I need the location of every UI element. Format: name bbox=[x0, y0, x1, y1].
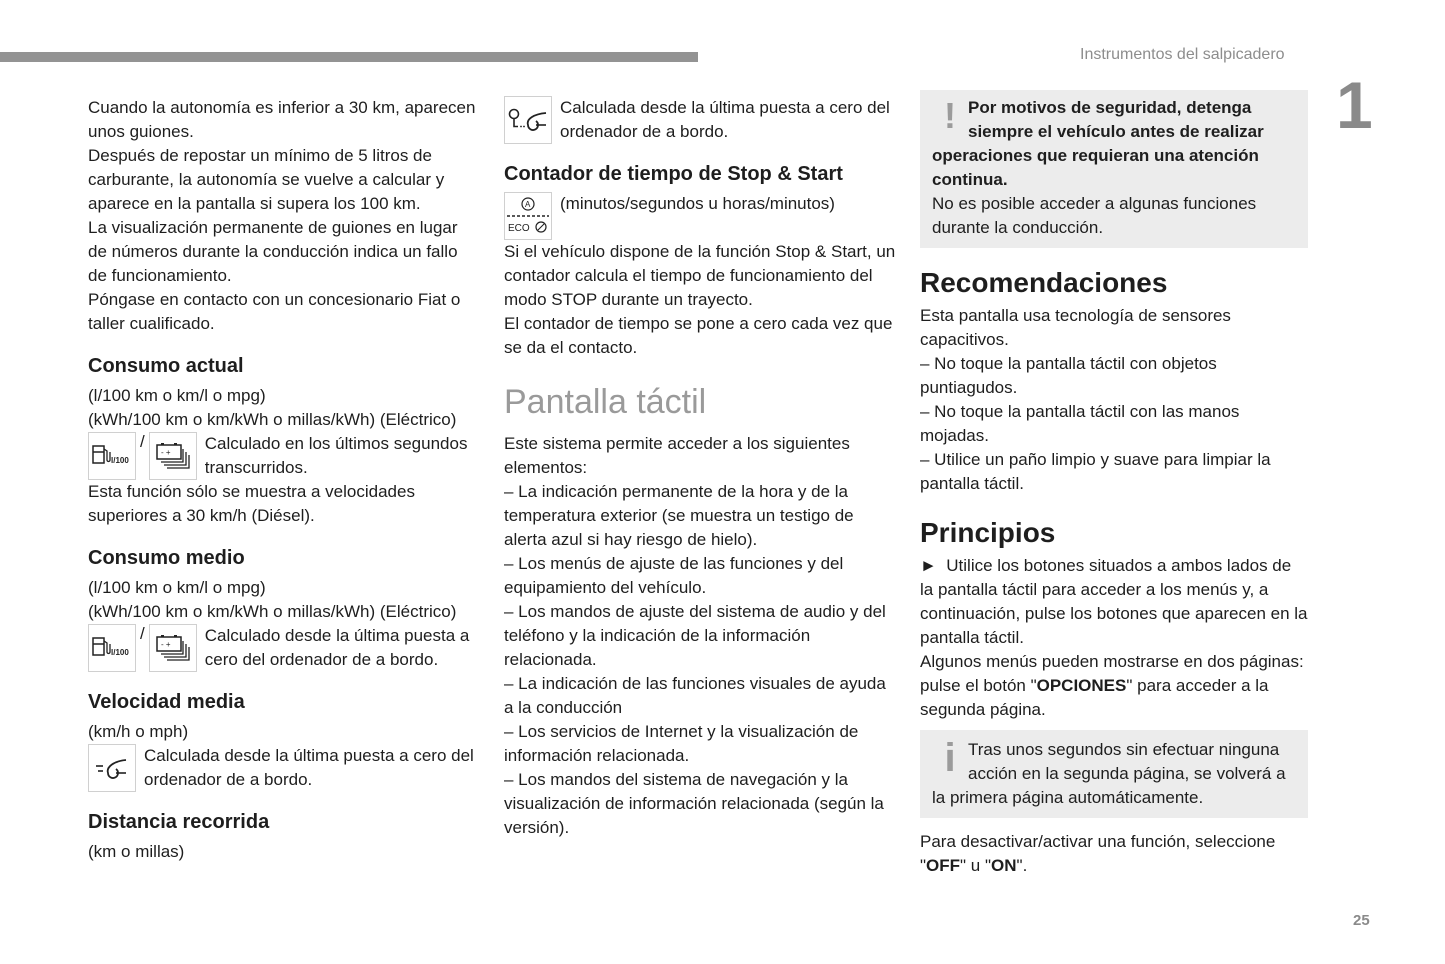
column-right bbox=[920, 90, 1308, 878]
on-label: ON bbox=[991, 856, 1017, 875]
svg-text:l/100: l/100 bbox=[111, 456, 129, 465]
column-middle bbox=[504, 96, 896, 840]
info-text: Tras unos segundos sin efectuar ninguna acción en la segunda página, se volverá a la primera página automáticamente. bbox=[932, 740, 1286, 807]
trip-distance-icon bbox=[504, 96, 552, 144]
icon-row bbox=[88, 624, 480, 672]
separator: / bbox=[140, 432, 145, 451]
icon-row bbox=[88, 432, 480, 480]
warning-icon: ! bbox=[944, 95, 956, 136]
paragraph bbox=[920, 554, 1308, 650]
units-text: (km o millas) bbox=[88, 842, 185, 861]
icon-row bbox=[504, 96, 896, 144]
list-item: – Utilice un paño limpio y suave para limpiar la pantalla táctil. bbox=[920, 450, 1271, 493]
text: ". bbox=[1016, 856, 1028, 875]
units-text: (minutos/segundos u horas/minutos) bbox=[560, 194, 835, 213]
warning-box bbox=[920, 90, 1308, 248]
stop-start-eco-icon bbox=[504, 192, 552, 240]
heading-stop-start: Contador de tiempo de Stop & Start bbox=[504, 163, 843, 185]
paragraph: Esta función sólo se muestra a velocidades superiores a 30 km/h (Diésel). bbox=[88, 482, 415, 525]
heading-pantalla-tactil: Pantalla táctil bbox=[504, 383, 707, 421]
icon-description: Calculada desde la última puesta a cero del ordenador de a bordo. bbox=[144, 746, 474, 789]
list-item: – Los menús de ajuste de las funciones y del equipamiento del vehículo. bbox=[504, 554, 844, 597]
svg-text:l/100: l/100 bbox=[111, 648, 129, 657]
text: Algunos menús pueden mostrarse en dos páginas: pulse el botón " bbox=[920, 652, 1304, 695]
icon-description: Calculado en los últimos segundos transcurridos. bbox=[204, 434, 468, 477]
separator: / bbox=[140, 624, 145, 643]
list-item: – La indicación permanente de la hora y de la temperatura exterior (se muestra un testigo de alerta azul si hay riesgo de hielo). bbox=[504, 482, 854, 549]
paragraph: La visualización permanente de guiones en lugar de números durante la conducción indica un fallo de funcionamiento. bbox=[88, 218, 458, 285]
heading-consumo-actual: Consumo actual bbox=[88, 355, 244, 377]
list-item: – La indicación de las funciones visuales de ayuda a la conducción bbox=[504, 674, 886, 717]
warning-subtext: No es posible acceder a algunas funciones durante la conducción. bbox=[932, 194, 1257, 237]
units-text: (l/100 km o km/l o mpg) bbox=[88, 578, 266, 597]
fuel-pump-icon bbox=[88, 432, 136, 480]
units-text: (km/h o mph) bbox=[88, 722, 189, 741]
units-text: (kWh/100 km o km/kWh o millas/kWh) (Eléctrico) bbox=[88, 410, 457, 429]
bullet-arrow-icon: ► bbox=[920, 556, 937, 575]
icon-description: Calculado desde la última puesta a cero del ordenador de a bordo. bbox=[204, 626, 470, 669]
step-text: Utilice los botones situados a ambos lados de la pantalla táctil para acceder a los menús y, a continuación, pulse los botones que aparecen en la pantalla táctil. bbox=[920, 556, 1308, 647]
svg-text:ECO: ECO bbox=[508, 223, 530, 234]
paragraph: El contador de tiempo se pone a cero cada vez que se da el contacto. bbox=[504, 314, 893, 357]
heading-recomendaciones: Recomendaciones bbox=[920, 267, 1168, 298]
column-left bbox=[88, 96, 480, 864]
text: " u " bbox=[960, 856, 992, 875]
text: " para acceder a la segunda página. bbox=[920, 676, 1269, 719]
svg-text:- +: - + bbox=[160, 640, 171, 649]
list-item: – No toque la pantalla táctil con objetos puntiagudos. bbox=[920, 354, 1217, 397]
paragraph: Este sistema permite acceder a los siguientes elementos: bbox=[504, 434, 850, 477]
info-icon: i bbox=[944, 736, 956, 780]
chapter-number: 1 bbox=[1336, 68, 1373, 142]
list-item: – Los servicios de Internet y la visualización de información relacionada. bbox=[504, 722, 859, 765]
battery-icon bbox=[149, 432, 197, 480]
section-title: Instrumentos del salpicadero bbox=[1080, 46, 1285, 63]
list-item: – No toque la pantalla táctil con las manos mojadas. bbox=[920, 402, 1240, 445]
battery-icon bbox=[149, 624, 197, 672]
page-number: 25 bbox=[1353, 912, 1370, 929]
list-item: – Los mandos del sistema de navegación y la visualización de información relacionada (según la versión). bbox=[504, 770, 884, 837]
options-button-label: OPCIONES bbox=[1036, 676, 1127, 695]
svg-text:- +: - + bbox=[160, 448, 171, 457]
fuel-pump-icon bbox=[88, 624, 136, 672]
icon-description: Calculada desde la última puesta a cero del ordenador de a bordo. bbox=[560, 98, 890, 141]
units-text: (kWh/100 km o km/kWh o millas/kWh) (Eléctrico) bbox=[88, 602, 457, 621]
units-text: (l/100 km o km/l o mpg) bbox=[88, 386, 266, 405]
icon-row bbox=[504, 192, 896, 240]
info-box bbox=[920, 730, 1308, 818]
off-label: OFF bbox=[926, 856, 961, 875]
warning-text: Por motivos de seguridad, detenga siempre el vehículo antes de realizar operaciones que requieran una atención continua. bbox=[932, 98, 1264, 189]
paragraph: Si el vehículo dispone de la función Stop & Start, un contador calcula el tiempo de funcionamiento del modo STOP durante un trayecto. bbox=[504, 242, 896, 309]
paragraph: Cuando la autonomía es inferior a 30 km, aparecen unos guiones. bbox=[88, 98, 476, 141]
text: Para desactivar/activar una función, seleccione " bbox=[920, 832, 1276, 875]
heading-principios: Principios bbox=[920, 517, 1056, 548]
paragraph: Después de repostar un mínimo de 5 litros de carburante, la autonomía se vuelve a calcular y aparece en la pantalla si supera los 100 km. bbox=[88, 146, 445, 213]
heading-distancia-recorrida: Distancia recorrida bbox=[88, 811, 270, 833]
paragraph: Póngase en contacto con un concesionario Fiat o taller cualificado. bbox=[88, 290, 461, 333]
icon-row bbox=[88, 744, 480, 792]
paragraph bbox=[920, 650, 1308, 722]
header-bar bbox=[0, 52, 698, 62]
heading-consumo-medio: Consumo medio bbox=[88, 547, 245, 569]
heading-velocidad-media: Velocidad media bbox=[88, 691, 245, 713]
average-speed-icon bbox=[88, 744, 136, 792]
list-item: – Los mandos de ajuste del sistema de audio y del teléfono y la indicación de la información relacionada. bbox=[504, 602, 886, 669]
paragraph bbox=[920, 830, 1308, 878]
svg-text:A: A bbox=[525, 200, 531, 209]
paragraph: Esta pantalla usa tecnología de sensores capacitivos. bbox=[920, 306, 1231, 349]
